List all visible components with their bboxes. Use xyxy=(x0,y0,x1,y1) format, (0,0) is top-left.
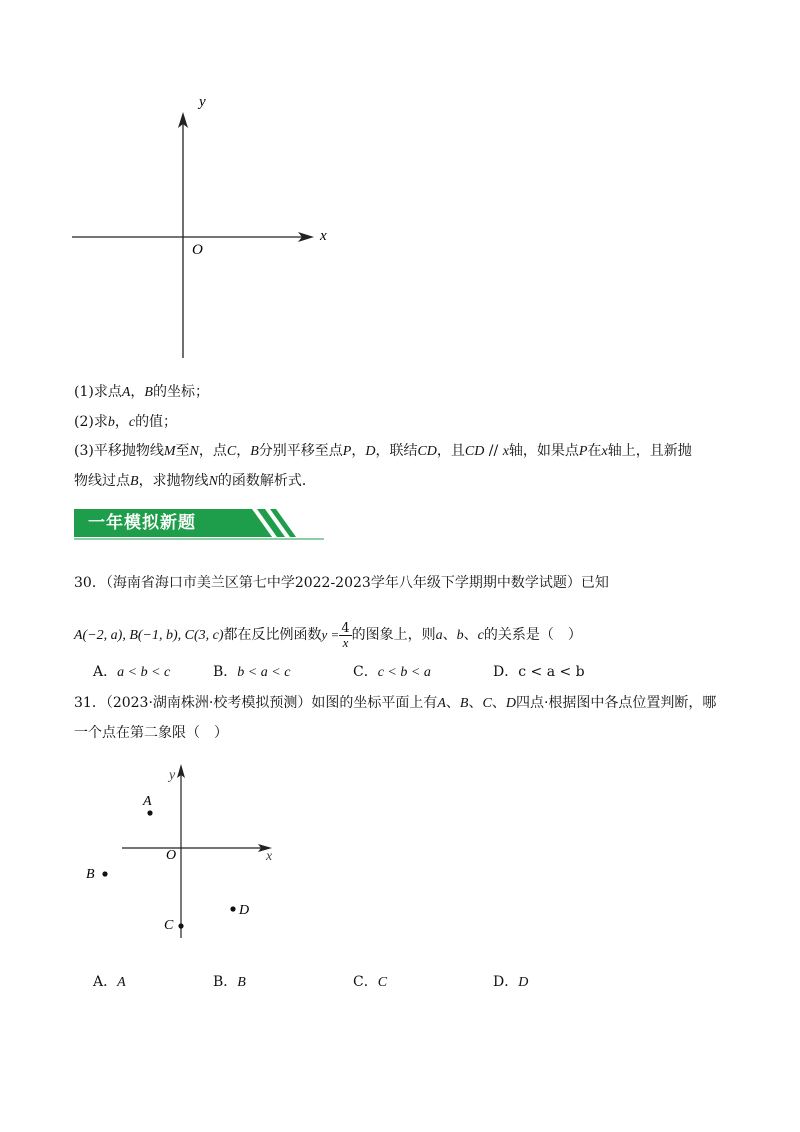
origin-label: O xyxy=(192,242,203,258)
q30-option-a[interactable]: A．a < b < c xyxy=(93,664,171,680)
question-part-3-line1: (3)平移抛物线M至N，点C，B分别平移至点P，D，联结CD，且CD // x轴，如果点P在x轴上，且新抛 xyxy=(74,443,692,459)
point-c xyxy=(178,923,183,928)
q30-option-d[interactable]: D．c < a < b xyxy=(493,664,585,680)
q30-fraction: $\frac{4}{x}$ xyxy=(341,620,350,650)
banner-title: 一年模拟新题 xyxy=(88,513,196,533)
q30-header xyxy=(74,573,609,593)
point-d-label: D xyxy=(239,903,250,918)
y-axis-label: y xyxy=(169,768,176,783)
q31-option-b[interactable]: B．B xyxy=(213,974,246,990)
point-d xyxy=(230,906,235,911)
q31-points-graph xyxy=(80,758,290,948)
coordinate-axes-graph xyxy=(60,90,350,370)
q31-option-d[interactable]: D．D xyxy=(493,974,529,990)
q31-number: 31． xyxy=(74,695,106,711)
question-part-2: (2)求b，c的值； xyxy=(74,414,178,430)
y-axis-label: y xyxy=(199,94,206,110)
question-part-1: (1)求点A，B的坐标； xyxy=(74,384,209,400)
q30-option-c[interactable]: C．c < b < a xyxy=(353,664,431,680)
x-axis-label: x xyxy=(320,228,327,244)
q31-line2: 一个点在第二象限（ ） xyxy=(74,725,228,741)
x-axis-label: x xyxy=(266,849,273,864)
point-b xyxy=(102,871,107,876)
q30-number: 30． xyxy=(74,575,106,591)
q30-option-b[interactable]: B．b < a < c xyxy=(213,664,291,680)
q30-source: （海南省海口市美兰区第七中学2022-2023学年八年级下学期期中数学试题）已知 xyxy=(105,575,609,591)
question-part-3-line2: 物线过点B，求抛物线N的函数解析式． xyxy=(74,473,316,489)
point-b-label: B xyxy=(86,867,95,882)
point-a-label: A xyxy=(143,794,152,809)
point-c-label: C xyxy=(164,918,174,933)
q30-statement: A(−2, a), B(−1, b), C(3, c)都在反比例函数y = $\frac{4}{x}$ 的图象上，则a、b、c的关系是（ ） xyxy=(74,620,582,650)
section-banner xyxy=(74,507,324,541)
point-a xyxy=(147,810,152,815)
q30-points: A(−2, a), B(−1, b), C(3, c) xyxy=(74,628,224,643)
origin-label: O xyxy=(166,848,177,863)
q31-option-a[interactable]: A．A xyxy=(93,974,126,990)
q31-option-c[interactable]: C．C xyxy=(353,974,388,990)
q31-line1: 31．（2023·湖南株洲·校考模拟预测）如图的坐标平面上有A、B、C、D四点·根据图中各点位置判断，哪 xyxy=(74,695,717,711)
